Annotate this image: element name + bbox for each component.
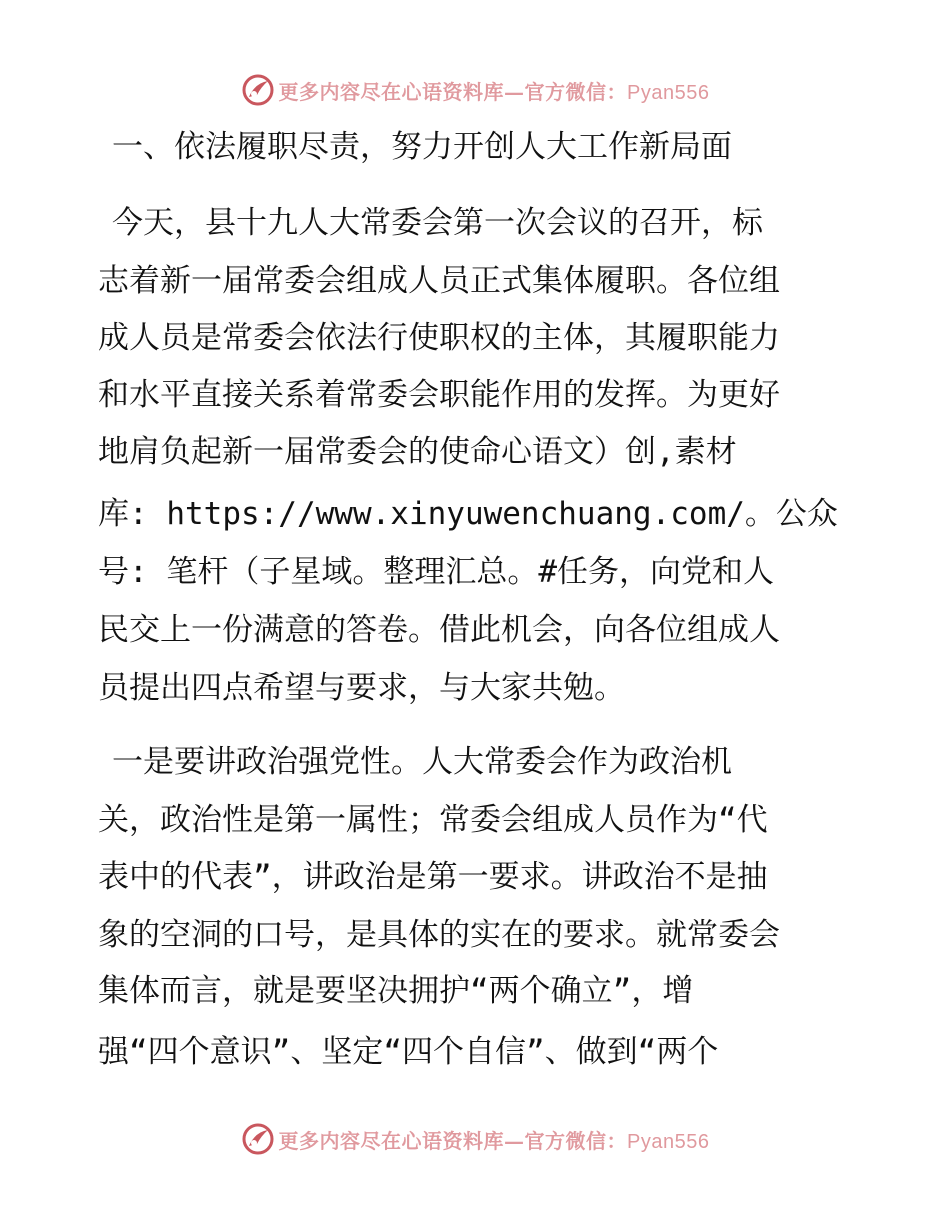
section-heading: 一、依法履职尽责，努力开创人大工作新局面 <box>112 129 732 165</box>
text-line: 民交上一份满意的答卷。借此机会，向各位组成人 <box>98 612 780 648</box>
text-line: 集体而言，就是要坚决拥护“两个确立”，增 <box>98 973 694 1009</box>
text-line: 地肩负起新一届常委会的使命心语文）创,素材 <box>98 434 737 470</box>
footer-banner <box>0 1117 950 1161</box>
text-line: 员提出四点希望与要求，与大家共勉。 <box>98 670 625 706</box>
banner-text: 更多内容尽在心语资料库—官方微信：Pyan556 <box>278 1128 710 1153</box>
text-line: 和水平直接关系着常委会职能作用的发挥。为更好 <box>98 377 780 413</box>
wechat-id: Pyan556 <box>627 1130 710 1153</box>
text-line: 象的空洞的口号，是具体的实在的要求。就常委会 <box>98 917 780 953</box>
text-line: 号: 笔杆（子星域。整理汇总。#任务，向党和人 <box>98 554 774 590</box>
text-line: 志着新一届常委会组成人员正式集体履职。各位组 <box>98 263 780 299</box>
logo-icon <box>241 1122 275 1156</box>
text-line: 一是要讲政治强党性。人大常委会作为政治机 <box>112 744 732 780</box>
text-line: 强“四个意识”、坚定“四个自信”、做到“两个 <box>98 1034 719 1070</box>
wechat-id: Pyan556 <box>627 81 710 104</box>
banner-text: 更多内容尽在心语资料库—官方微信：Pyan556 <box>278 79 710 104</box>
text-line: 关，政治性是第一属性；常委会组成人员作为“代 <box>98 802 768 838</box>
text-line: 表中的代表”，讲政治是第一要求。讲政治不是抽 <box>98 859 768 895</box>
text-line: 成人员是常委会依法行使职权的主体，其履职能力 <box>98 320 780 356</box>
text-line: 今天，县十九人大常委会第一次会议的召开，标 <box>112 205 763 241</box>
text-line: 库: https://www.xinyuwenchuang.com/。公众 <box>98 496 838 532</box>
